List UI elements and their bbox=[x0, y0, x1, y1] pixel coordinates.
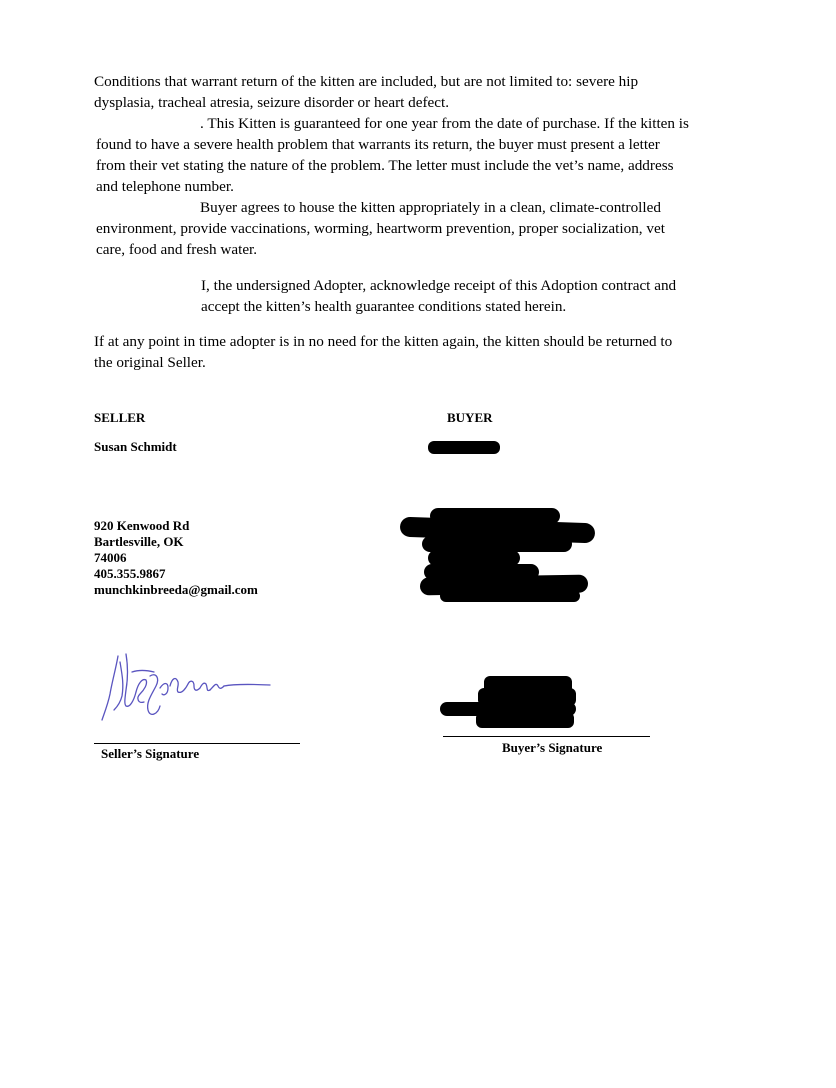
text-line: Buyer agrees to house the kitten appropriately in a clean, climate-controlled bbox=[200, 199, 661, 216]
buyer-address-redaction bbox=[400, 508, 600, 608]
text-line: from their vet stating the nature of the problem. The letter must include the vet’s name, address bbox=[96, 157, 674, 174]
text-line: environment, provide vaccinations, worming, heartworm prevention, proper socialization, vet bbox=[96, 220, 665, 237]
text-line: dysplasia, tracheal atresia, seizure disorder or heart defect. bbox=[94, 94, 450, 111]
paragraph-acknowledgement bbox=[201, 275, 676, 317]
text-line: and telephone number. bbox=[96, 178, 234, 195]
redaction-mark bbox=[440, 590, 580, 602]
seller-signature-line bbox=[94, 743, 300, 744]
text-line: care, food and fresh water. bbox=[96, 241, 258, 258]
text-line: accept the kitten’s health guarantee conditions stated herein. bbox=[201, 298, 567, 315]
paragraph-buyer-agrees bbox=[96, 197, 665, 260]
seller-heading: SELLER bbox=[94, 410, 146, 425]
paragraph-guarantee bbox=[96, 113, 689, 197]
text-line: I, the undersigned Adopter, acknowledge receipt of this Adoption contract and bbox=[201, 277, 677, 294]
paragraph-return-conditions bbox=[94, 71, 638, 113]
seller-handwritten-signature bbox=[98, 648, 276, 726]
text-line: If at any point in time adopter is in no need for the kitten again, the kitten should be returned to bbox=[94, 333, 673, 350]
seller-phone: 405.355.9867 bbox=[94, 566, 166, 581]
seller-email: munchkinbreeda@gmail.com bbox=[94, 582, 258, 597]
seller-street: 920 Kenwood Rd bbox=[94, 518, 190, 533]
seller-zip: 74006 bbox=[94, 550, 127, 565]
buyer-heading: BUYER bbox=[447, 410, 493, 425]
seller-name: Susan Schmidt bbox=[94, 439, 177, 454]
buyer-signature-line bbox=[443, 736, 650, 737]
buyer-name-redaction bbox=[428, 441, 500, 454]
paragraph-return-to-seller bbox=[94, 331, 672, 373]
text-line: Conditions that warrant return of the kitten are included, but are not limited to: severe hip bbox=[94, 73, 639, 90]
redaction-mark bbox=[476, 712, 574, 728]
seller-city-state: Bartlesville, OK bbox=[94, 534, 184, 549]
text-line: found to have a severe health problem that warrants its return, the buyer must present a letter bbox=[96, 136, 660, 153]
text-line: the original Seller. bbox=[94, 354, 206, 371]
buyer-signature-redaction bbox=[440, 676, 580, 730]
seller-address-block bbox=[94, 518, 258, 598]
text-line: . This Kitten is guaranteed for one year from the date of purchase. If the kitten is bbox=[200, 115, 689, 132]
seller-signature-label: Seller’s Signature bbox=[101, 746, 200, 761]
buyer-signature-label: Buyer’s Signature bbox=[502, 740, 603, 755]
